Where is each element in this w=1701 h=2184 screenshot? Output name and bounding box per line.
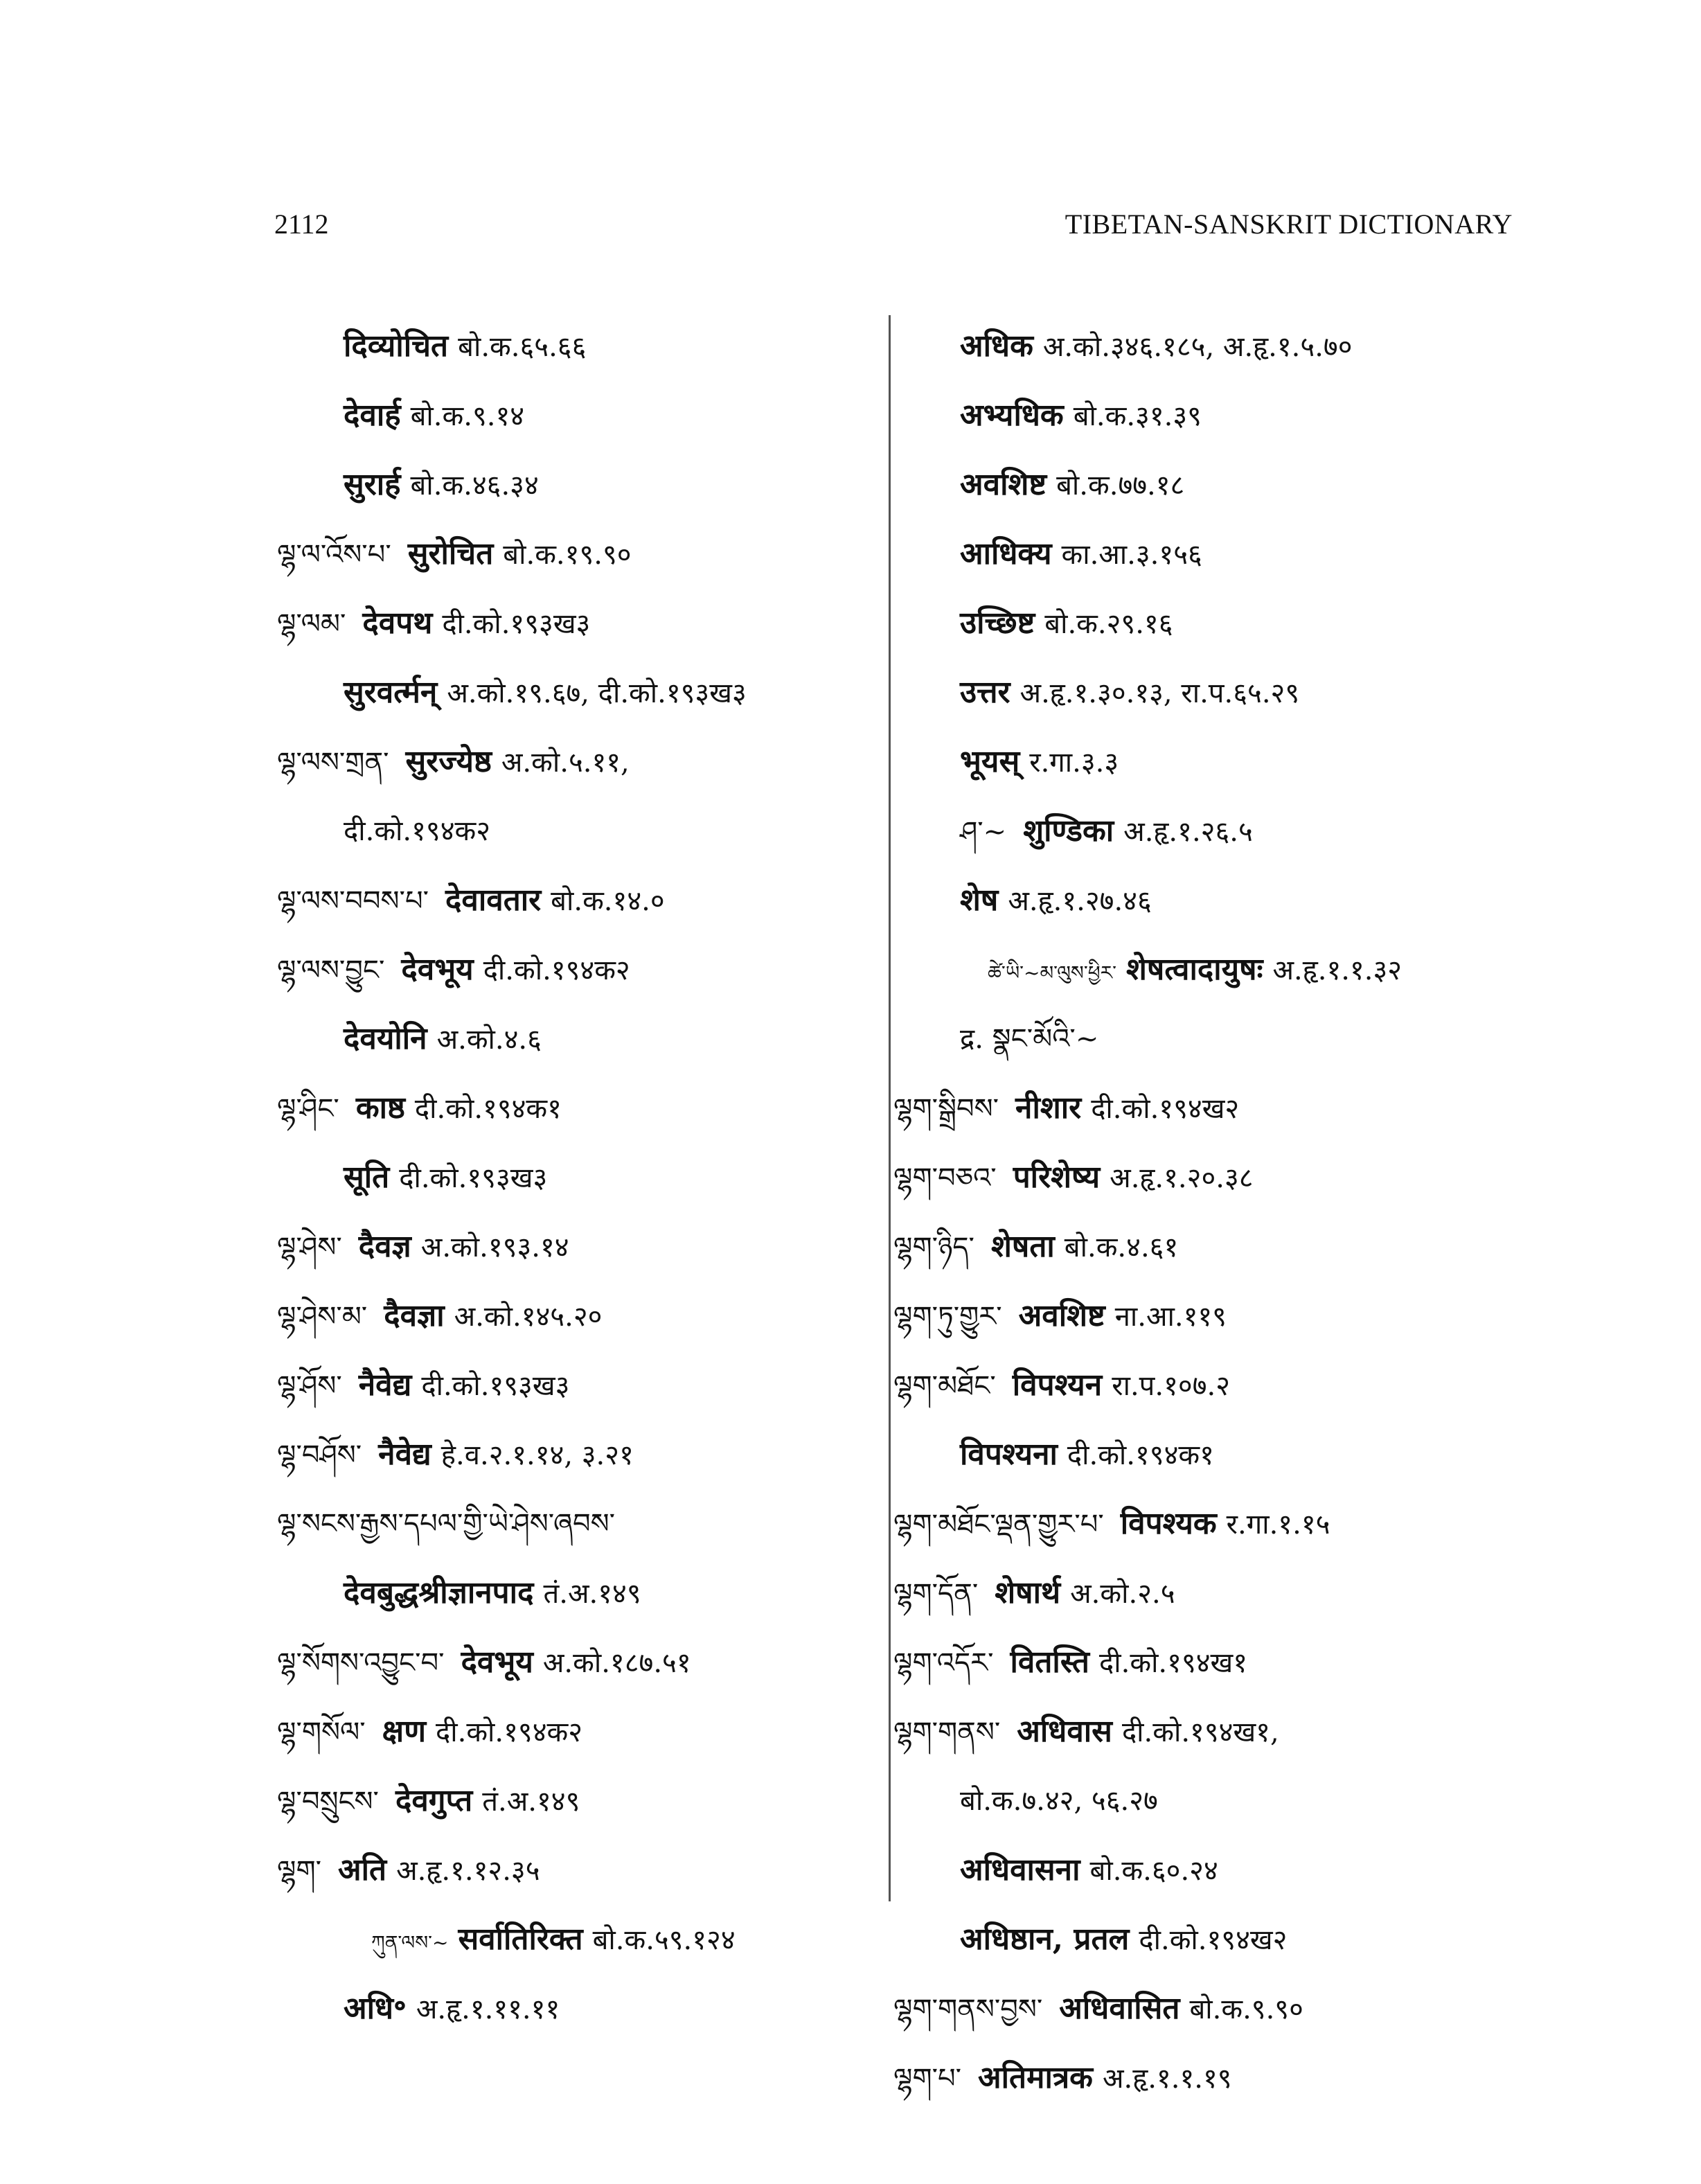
- dictionary-entry: [277, 797, 887, 866]
- sanskrit-equivalent: देवभूय: [401, 952, 474, 987]
- source-reference: अ.हृ.१.१.३२: [1272, 955, 1402, 986]
- sanskrit-equivalent: उच्छिष्ट: [960, 605, 1035, 641]
- sanskrit-equivalent: अधिवास: [1017, 1714, 1112, 1749]
- source-reference: दी.को.१९४ख२: [1091, 1093, 1240, 1125]
- sanskrit-equivalent: देवभूय: [461, 1644, 533, 1680]
- source-reference: दी.को.१९४क२: [483, 955, 630, 986]
- dictionary-entry: [893, 1143, 1531, 1212]
- sanskrit-equivalent: अतिमात्रक: [978, 2060, 1093, 2095]
- dictionary-entry: [893, 1974, 1531, 2043]
- dictionary-entry: [277, 1766, 887, 1836]
- source-reference: बो.क.७.४२, ५६.२७: [960, 1785, 1158, 1817]
- dictionary-entry: [277, 1420, 887, 1489]
- left-column: [277, 312, 887, 2043]
- tibetan-headword: ལྷ་བསྲུངས་: [277, 1786, 379, 1818]
- tibetan-headword: ཀུན་ལས་~: [371, 1931, 449, 1954]
- tibetan-headword: ལྷག་པ་: [893, 2063, 962, 2095]
- sanskrit-equivalent: देवयोनि: [344, 1021, 427, 1056]
- dictionary-entry: [893, 520, 1531, 589]
- sanskrit-equivalent: देवपथ: [362, 605, 433, 641]
- source-reference: र.गा.१.१५: [1226, 1509, 1330, 1541]
- dictionary-entry: [893, 1905, 1531, 1974]
- source-reference: बो.क.६५.६६: [458, 331, 587, 363]
- dictionary-entry: [277, 1074, 887, 1143]
- sanskrit-equivalent: देवबुद्धश्रीज्ञानपाद: [344, 1575, 534, 1610]
- dictionary-entry: [277, 1212, 887, 1281]
- source-reference: हे.व.२.१.१४, ३.२१: [440, 1439, 634, 1471]
- sanskrit-equivalent: अति: [338, 1852, 387, 1888]
- source-reference: अ.को.५.११,: [501, 747, 630, 779]
- sanskrit-equivalent: अधिक: [960, 328, 1033, 364]
- sanskrit-equivalent: नैवेद्य: [358, 1367, 412, 1403]
- dictionary-entry: [277, 727, 887, 797]
- source-reference: दी.को.१९३ख३: [421, 1370, 570, 1402]
- sanskrit-equivalent: देवावतार: [445, 882, 542, 918]
- dictionary-entry: [277, 1974, 887, 2043]
- tibetan-headword: ལྷག་མཐོང་: [893, 1370, 996, 1402]
- dictionary-entry: [893, 658, 1531, 727]
- sanskrit-equivalent: दैवज्ञ: [358, 1229, 411, 1264]
- source-reference: अ.हृ.१.३०.१३, रा.प.६५.२९: [1019, 677, 1300, 709]
- tibetan-headword: ལྷ་བཤོས་: [277, 1439, 362, 1471]
- sanskrit-equivalent: दैवज्ञा: [384, 1298, 445, 1333]
- tibetan-headword: ལྷ་ཤེས་མ་: [277, 1301, 368, 1333]
- sanskrit-equivalent: शेषत्वादायुषः: [1125, 952, 1263, 987]
- dictionary-entry: [893, 312, 1531, 381]
- sanskrit-equivalent: शुण्डिका: [1023, 813, 1114, 849]
- dictionary-entry: [277, 1697, 887, 1766]
- sanskrit-equivalent: दिव्योचित: [344, 328, 449, 364]
- source-reference: दी.को.१९४क१: [414, 1093, 562, 1125]
- dictionary-entry: [277, 1351, 887, 1420]
- sanskrit-equivalent: भूयस्: [960, 744, 1020, 779]
- dictionary-entry: [893, 589, 1531, 658]
- sanskrit-equivalent: उत्तर: [960, 675, 1010, 710]
- sanskrit-equivalent: काष्ठ: [355, 1090, 405, 1126]
- tibetan-headword: ལྷ་ལས་གྲན་: [277, 747, 389, 779]
- dictionary-entry: [893, 1697, 1531, 1766]
- dictionary-entry: [277, 381, 887, 450]
- source-reference: दी.को.१९३ख३: [442, 608, 591, 640]
- sanskrit-equivalent: नैवेद्य: [378, 1437, 431, 1472]
- source-reference: अ.को.३४६.१८५, अ.हृ.१.५.७०: [1042, 331, 1353, 363]
- source-reference: अ.को.४.६: [436, 1024, 542, 1056]
- sanskrit-equivalent: अधिष्ठान, प्रतल: [960, 1921, 1130, 1957]
- sanskrit-equivalent: आधिक्य: [960, 536, 1052, 571]
- tibetan-headword: ལྷ་ཤིང་: [277, 1093, 339, 1125]
- dictionary-entry: [893, 1281, 1531, 1351]
- dictionary-entry: [893, 2043, 1531, 2113]
- source-reference: अ.को.२.५: [1070, 1578, 1175, 1610]
- sanskrit-equivalent: सुरार्ह: [344, 467, 401, 502]
- sanskrit-equivalent: सुरवर्त्मन्: [344, 675, 438, 710]
- source-reference: तं.अ.१४९: [482, 1786, 580, 1818]
- dictionary-entry: [277, 312, 887, 381]
- source-reference: ना.आ.११९: [1114, 1301, 1227, 1333]
- dictionary-entry: [277, 1836, 887, 1905]
- source-reference: बो.क.७७.१८: [1056, 470, 1185, 501]
- sanskrit-equivalent: अवशिष्ट: [960, 467, 1047, 502]
- sanskrit-equivalent: विपश्यन: [1012, 1367, 1103, 1403]
- dictionary-entry: [893, 1004, 1531, 1074]
- source-reference: बो.क.९.९०: [1189, 1994, 1303, 2025]
- sanskrit-equivalent: अधिवासना: [960, 1852, 1080, 1888]
- source-reference: अ.हृ.१.२७.४६: [1008, 885, 1152, 917]
- sanskrit-equivalent: परिशेष्य: [1013, 1160, 1101, 1195]
- dictionary-entry: [893, 935, 1531, 1004]
- sanskrit-equivalent: सूति: [344, 1160, 390, 1195]
- source-reference: बो.क.३१.३९: [1073, 400, 1202, 432]
- source-reference: अ.को.१८७.५१: [542, 1647, 691, 1679]
- dictionary-entry: [893, 1559, 1531, 1628]
- source-reference: अ.हृ.१.२०.३८: [1110, 1162, 1254, 1194]
- source-reference: बो.क.४६.३४: [410, 470, 539, 501]
- tibetan-headword: ལྷག་དོན་: [893, 1578, 979, 1610]
- source-reference: अ.को.१४५.२०: [454, 1301, 603, 1333]
- tibetan-headword: ལྷག་གནས་: [893, 1716, 1001, 1748]
- tibetan-headword: ལྷག་ཉིད་: [893, 1232, 974, 1263]
- tibetan-headword: ལྷག་: [277, 1855, 321, 1887]
- dictionary-entry: [893, 727, 1531, 797]
- tibetan-headword: ལྷ་ལས་བྱུང་: [277, 955, 385, 986]
- dictionary-entry: [893, 1074, 1531, 1143]
- dictionary-entry: [277, 589, 887, 658]
- source-reference: अ.हृ.१.१२.३५: [396, 1855, 540, 1887]
- dictionary-entry: [277, 1489, 887, 1559]
- tibetan-headword: ལྷ་སངས་རྒྱས་དཔལ་གྱི་ཡེ་ཤེས་ཞབས་: [277, 1508, 615, 1540]
- sanskrit-equivalent: शेष: [960, 882, 999, 918]
- source-reference: बो.क.५९.१२४: [592, 1924, 736, 1956]
- source-reference: दी.को.१९४क२: [436, 1716, 583, 1748]
- source-reference: बो.क.२९.१६: [1044, 608, 1173, 640]
- dictionary-entry: [277, 450, 887, 520]
- tibetan-headword: ལྷག་གནས་བྱས་: [893, 1994, 1043, 2025]
- source-reference: तं.अ.१४९: [543, 1578, 641, 1610]
- dictionary-entry: [277, 658, 887, 727]
- tibetan-headword: ལྷག་སྒྲིབས་: [893, 1093, 999, 1125]
- source-reference: बो.क.१४.०: [551, 885, 665, 917]
- sanskrit-equivalent: विपश्यना: [960, 1437, 1058, 1472]
- source-reference: द्र. སྣང་མོའི་~: [960, 1023, 1099, 1055]
- sanskrit-equivalent: अवशिष्ट: [1018, 1298, 1105, 1333]
- sanskrit-equivalent: सुरोचित: [407, 536, 494, 571]
- sanskrit-equivalent: सर्वातिरिक्त: [458, 1921, 583, 1957]
- dictionary-entry: [277, 520, 887, 589]
- column-divider: [889, 315, 891, 1901]
- tibetan-headword: ལྷ་ལས་བབས་པ་: [277, 885, 429, 917]
- sanskrit-equivalent: वितस्ति: [1010, 1644, 1090, 1680]
- tibetan-headword: ལྷག་འདོར་: [893, 1647, 994, 1679]
- source-reference: दी.को.१९४क२: [344, 815, 491, 847]
- dictionary-entry: [277, 1143, 887, 1212]
- tibetan-headword: ལྷ་སོགས་འབྱུང་བ་: [277, 1647, 445, 1679]
- dictionary-entry: [893, 381, 1531, 450]
- tibetan-headword: ལྷ་ཤོས་: [277, 1370, 342, 1402]
- source-reference: दी.को.१९४ख१,: [1121, 1716, 1279, 1748]
- tibetan-headword: ལྷ་གསོལ་: [277, 1716, 366, 1748]
- source-reference: दी.को.१९४ख२: [1139, 1924, 1288, 1956]
- right-column: [893, 312, 1531, 2113]
- tibetan-headword: ཚེ་ཡི་~མ་ལུས་ཕྱིར་: [988, 961, 1116, 984]
- source-reference: रा.प.१०७.२: [1112, 1370, 1231, 1402]
- source-reference: अ.को.१९३.१४: [420, 1232, 569, 1263]
- dictionary-entry: [893, 1212, 1531, 1281]
- tibetan-headword: ལྷག་བཅའ་: [893, 1162, 997, 1194]
- sanskrit-equivalent: शेषार्थ: [995, 1575, 1061, 1610]
- source-reference: बो.क.९.१४: [410, 400, 525, 432]
- source-reference: अ.हृ.१.१.१९: [1102, 2063, 1232, 2095]
- dictionary-entry: [893, 1420, 1531, 1489]
- source-reference: दी.को.१९३ख३: [399, 1162, 548, 1194]
- source-reference: दी.को.१९४क१: [1067, 1439, 1214, 1471]
- source-reference: अ.को.१९.६७, दी.को.१९३ख३: [447, 677, 747, 709]
- tibetan-headword: ལྷག་མཐོང་ལྡན་གྱུར་པ་: [893, 1509, 1104, 1541]
- dictionary-entry: [893, 1489, 1531, 1559]
- source-reference: का.आ.३.१५६: [1061, 539, 1202, 571]
- tibetan-headword: ལྷ་ལམ་: [277, 608, 346, 640]
- source-reference: र.गा.३.३: [1029, 747, 1119, 779]
- dictionary-entry: [277, 1628, 887, 1697]
- dictionary-entry: [277, 1559, 887, 1628]
- dictionary-entry: [893, 797, 1531, 866]
- dictionary-entry: [893, 1351, 1531, 1420]
- running-title: TIBETAN-SANSKRIT DICTIONARY: [1065, 208, 1513, 240]
- sanskrit-equivalent: देवार्ह: [344, 398, 401, 433]
- source-reference: दी.को.१९४ख१: [1099, 1647, 1248, 1679]
- dictionary-entry: [277, 1905, 887, 1974]
- source-reference: बो.क.४.६१: [1064, 1232, 1179, 1263]
- sanskrit-equivalent: क्षण: [382, 1714, 427, 1749]
- sanskrit-equivalent: अभ्यधिक: [960, 398, 1064, 433]
- tibetan-headword: ལྷ་ལ་འོས་པ་: [277, 539, 391, 571]
- page-number: 2112: [274, 208, 329, 240]
- dictionary-entry: [277, 1004, 887, 1074]
- source-reference: बो.क.६०.२४: [1089, 1855, 1218, 1887]
- dictionary-entry: [893, 1836, 1531, 1905]
- dictionary-entry: [893, 1766, 1531, 1836]
- dictionary-entry: [893, 1628, 1531, 1697]
- sanskrit-equivalent: नीशार: [1015, 1090, 1082, 1126]
- dictionary-entry: [893, 866, 1531, 935]
- dictionary-entry: [893, 450, 1531, 520]
- dictionary-entry: [277, 866, 887, 935]
- tibetan-headword: ལྷག་ཏུ་གྱུར་: [893, 1301, 1002, 1333]
- sanskrit-equivalent: देवगुप्त: [395, 1783, 473, 1818]
- tibetan-headword: ལྷ་ཤེས་: [277, 1232, 342, 1263]
- source-reference: अ.हृ.१.११.११: [416, 1994, 560, 2025]
- source-reference: अ.हृ.१.२६.५: [1123, 816, 1253, 848]
- sanskrit-equivalent: विपश्यक: [1120, 1506, 1217, 1541]
- dictionary-entry: [277, 1281, 887, 1351]
- sanskrit-equivalent: अधि॰: [344, 1991, 407, 2026]
- dictionary-entry: [277, 935, 887, 1004]
- sanskrit-equivalent: सुरज्येष्ठ: [405, 744, 492, 779]
- sanskrit-equivalent: अधिवासित: [1059, 1991, 1180, 2026]
- source-reference: बो.क.१९.९०: [503, 539, 632, 571]
- tibetan-headword: ཤ་~: [960, 816, 1007, 848]
- sanskrit-equivalent: शेषता: [990, 1229, 1055, 1264]
